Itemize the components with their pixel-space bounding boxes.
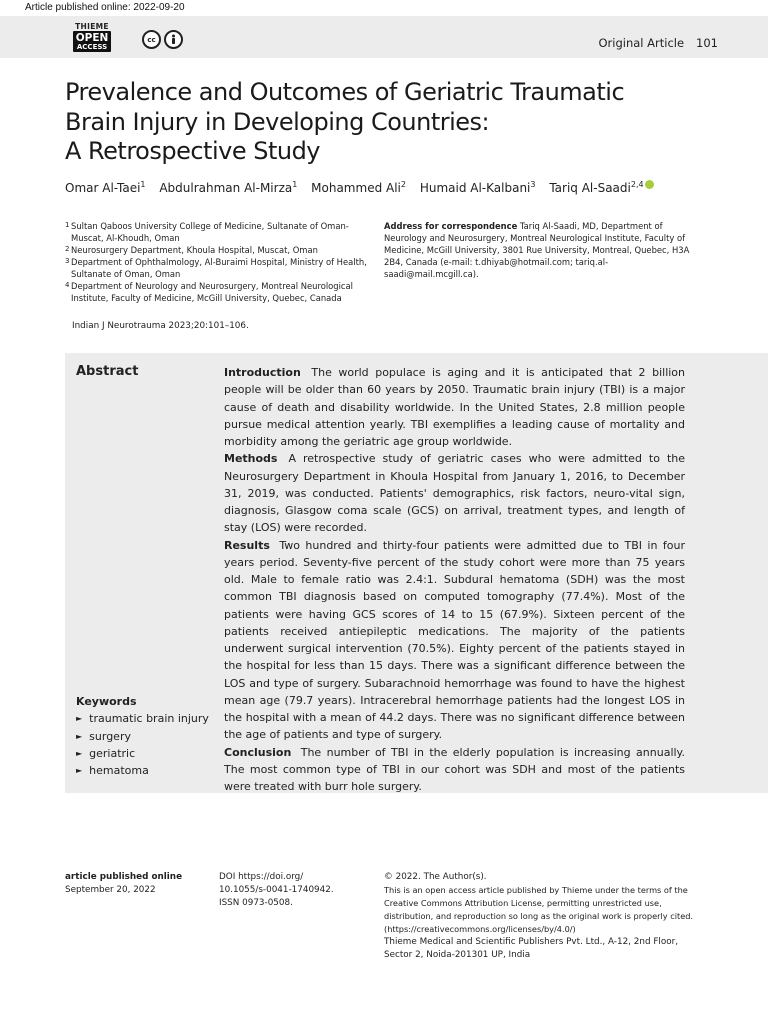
abstract-methods: Methods A retrospective study of geriatric cases who were admitted to the Neurosurgery Department in Khoula Hospital from January 1, 2016, to December 31, 2019, was conducted. Patients' demographics, risk factors, neuro-vital sign, diagnosis, Glasgow coma scale (GCS) on arrival, treatment types, and length of stay (LOS) were recorded.	[224, 452, 685, 535]
author[interactable]: Omar Al-Taei$^1$	[65, 180, 146, 195]
logo-access-text: ACCESS	[76, 43, 108, 51]
license-icons[interactable]	[142, 30, 183, 49]
copyright-text: © 2022. The Author(s).	[384, 872, 487, 882]
section-label: Original Article	[598, 36, 685, 50]
keyword-item: ► surgery	[76, 728, 209, 745]
published-note: Article published online: 2022-09-20	[25, 2, 185, 13]
logo-open-text: OPEN	[75, 32, 109, 44]
keyword-item: ► geriatric	[76, 745, 209, 762]
arrow-right-icon: ►	[76, 731, 83, 741]
footer-published	[65, 871, 205, 897]
abstract-heading: Abstract	[76, 364, 139, 379]
author[interactable]: Mohammed Ali$^2$	[311, 180, 406, 195]
affiliation-item: 2 Neurosurgery Department, Khoula Hospital, Muscat, Oman	[65, 245, 318, 255]
keywords-heading: Keywords	[76, 695, 137, 708]
page-number: 101	[696, 36, 718, 50]
affiliations	[65, 220, 375, 304]
journal-reference: Indian J Neurotrauma 2023;20:101–106.	[72, 321, 249, 331]
attribution-icon	[164, 30, 183, 49]
logo-open-access-box	[73, 31, 111, 52]
logo-thieme-text: THIEME	[75, 22, 109, 31]
affiliation-item: 1 Sultan Qaboos University College of Medicine, Sultanate of Oman-Muscat, Al-Khoudh, Oman	[65, 221, 349, 243]
orcid-icon[interactable]	[645, 180, 654, 189]
thieme-open-access-logo[interactable]	[73, 22, 111, 52]
arrow-right-icon: ►	[76, 766, 83, 775]
correspondence-text: Tariq Al-Saadi, MD, Department of Neurology and Neurosurgery, Montreal Neurological Institute, Faculty of Medicine, McGill University, 3801 Rue University, Montreal, Quebec, H3A 2B4, Canada (e-mail: t.dhiyab@hotmail.com; tariq.al-saadi@mail.mcgill.ca).	[384, 221, 690, 279]
correspondence-label: Address for correspondence	[384, 221, 518, 231]
published-label: article published online	[65, 872, 183, 882]
author[interactable]: Tariq Al-Saadi$^{2,4}$	[549, 181, 653, 195]
abstract-results: Results Two hundred and thirty-four patients were admitted due to TBI in four years period. Seventy-five percent of the study cohort were more than 75 years old. Male to female ratio was 2.4:1. Subdural hematoma (SDH) was the most common TBI diagnosis based on computed tomography (77.4%). Most of the patients were having GCS scores of 14 to 15 (67.9%). Sixteen percent of the patients received antiepileptic medications. The majority of the patients underwent surgical intervention (70.5%). Eighty percent of the patients stayed in the hospital for less than 15 days. There was a significant difference between the LOS and type of surgery. Subarachnoid hemorrhage was found to have the highest mean age (79.7 years). Intracerebral hemorrhage patients had the longest LOS in the hospital with a mean of 44.2 days. There was no significant difference between the age of patients and type of surgery.	[224, 538, 685, 742]
affiliation-item: 3 Department of Ophthalmology, Al-Buraimi Hospital, Ministry of Health, Sultanate of Oman, Oman	[65, 257, 367, 279]
issn: ISSN 0973-0508.	[219, 898, 293, 908]
author[interactable]: Humaid Al-Kalbani$^3$	[419, 180, 536, 195]
affiliation-item: 4 Department of Neurology and Neurosurgery, Montreal Neurological Institute, Faculty of Medicine, McGill University, Quebec, Canada	[65, 281, 353, 303]
footer-copyright	[384, 871, 704, 962]
title-line-1: Prevalence and Outcomes of Geriatric Traumatic	[65, 78, 625, 106]
license-text: This is an open access article published by Thieme under the terms of the Creative Commons Attribution License, permitting unrestricted use, distribution, and reproduction so long as the original work is properly cited. (https://creativecommons.org/licenses/by/4.0/)	[384, 885, 694, 934]
title-line-2: Brain Injury in Developing Countries:	[65, 107, 490, 136]
publisher-text: Thieme Medical and Scientific Publishers Pvt. Ltd., A-12, 2nd Floor, Sector 2, Noida-201301 UP, India	[384, 937, 679, 960]
creative-commons-icon	[142, 30, 161, 49]
footer-doi	[219, 871, 359, 910]
header-section-info	[598, 36, 718, 50]
published-date: September 20, 2022	[65, 885, 156, 895]
author[interactable]: Abdulrahman Al-Mirza$^1$	[159, 180, 298, 195]
doi-line-2[interactable]: 10.1055/s-0041-1740942.	[219, 885, 334, 895]
keyword-item: ► hematoma	[76, 762, 209, 779]
author-list	[65, 180, 664, 195]
arrow-right-icon: ►	[76, 714, 83, 724]
header-band	[0, 16, 768, 58]
abstract-introduction: Introduction The world populace is aging and it is anticipated that 2 billion people will be older than 60 years by 2050. Traumatic brain injury (TBI) is a major cause of death and disability worldwide. In the United States, 2.8 million people pursue medical attention yearly. TBI exemplifies a leading cause of mortality and morbidity among the geriatric age group worldwide.	[224, 366, 686, 448]
abstract-body	[224, 364, 685, 795]
svg-text:cc: cc	[147, 36, 156, 44]
correspondence-address	[384, 220, 694, 280]
article-title	[65, 78, 685, 167]
keyword-item: ► traumatic brain injury	[76, 710, 209, 727]
abstract-conclusion: Conclusion The number of TBI in the elderly population is increasing annually. The most common type of TBI in our cohort was SDH and most of the patients were treated with burr hole surgery.	[224, 745, 685, 793]
arrow-right-icon: ►	[76, 748, 83, 758]
title-line-3: A Retrospective Study	[65, 137, 321, 165]
keywords-list	[76, 693, 209, 779]
abstract-section	[65, 353, 768, 793]
doi-line-1[interactable]: DOI https://doi.org/	[219, 872, 304, 882]
